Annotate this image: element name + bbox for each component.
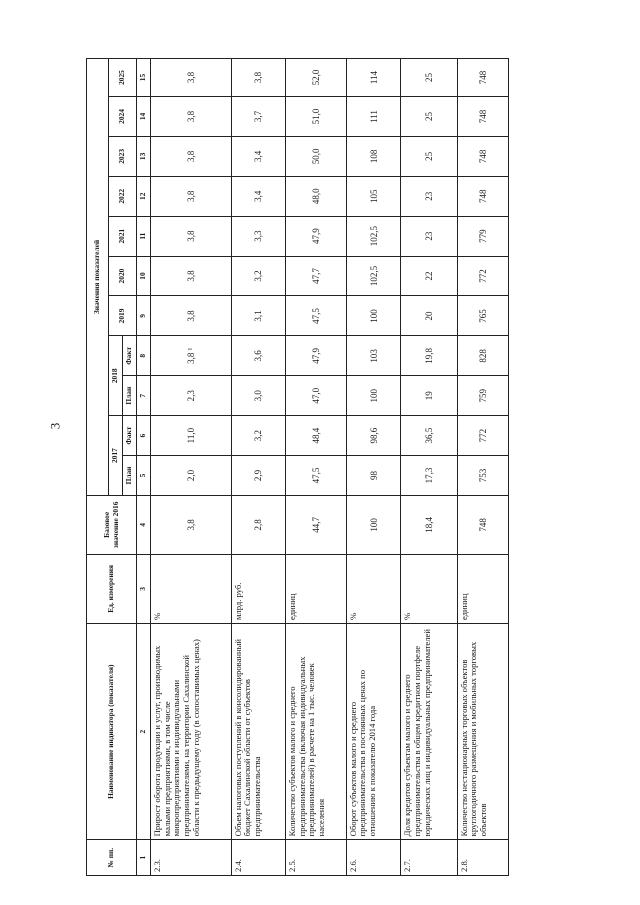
value-cell: 105	[346, 176, 400, 216]
value-cell: 765	[457, 296, 508, 336]
table-row	[285, 59, 346, 876]
table-row	[457, 59, 508, 876]
header-unit: Ед. измерения	[87, 554, 137, 623]
indicator-name: Оборот субъектов малого и среднего предпринимательства в постоянных ценах по отношению к показателю 2014 года	[346, 624, 400, 840]
header-2024: 2024	[109, 97, 137, 137]
value-cell: 98,6	[346, 416, 400, 456]
column-index: 5	[137, 456, 151, 496]
value-cell: 828	[457, 336, 508, 376]
value-cell: 25	[401, 59, 458, 97]
value-cell: 52,0	[285, 59, 346, 97]
column-index: 6	[137, 416, 151, 456]
value-cell: 3,0	[231, 376, 285, 416]
value-cell: 3,4	[231, 136, 285, 176]
value-cell: 3,7	[231, 97, 285, 137]
value-cell: 748	[457, 176, 508, 216]
header-2025: 2025	[109, 59, 137, 97]
indicator-name: Объем налоговых поступлений в консолидированный бюджет Сахалинской области от субъектов предпринимательства	[231, 624, 285, 840]
header-2020: 2020	[109, 256, 137, 296]
value-cell: 3,2	[231, 256, 285, 296]
table-row	[231, 59, 285, 876]
value-cell: 3,6	[231, 336, 285, 376]
page-number: 3	[47, 422, 63, 430]
value-cell: 3,8	[151, 176, 232, 216]
value-cell: 3,3	[231, 216, 285, 256]
header-2023: 2023	[109, 136, 137, 176]
value-cell: 3,8	[151, 495, 232, 554]
value-cell: 114	[346, 59, 400, 97]
value-cell: 3,4	[231, 176, 285, 216]
indicators-table	[86, 58, 509, 876]
header-2021: 2021	[109, 216, 137, 256]
indicator-name: Количество субъектов малого и среднего предпринимательства (включая индивидуальных предпринимателей) в расчете на 1 тыс. человек населения	[285, 624, 346, 840]
value-cell: 3,8	[231, 59, 285, 97]
value-cell: 47,7	[285, 256, 346, 296]
row-number: 2.8.	[457, 840, 508, 876]
unit-cell: единиц	[285, 554, 346, 623]
value-cell: 2,0	[151, 456, 232, 496]
value-cell: 748	[457, 97, 508, 137]
indicators-table-rotated	[86, 58, 509, 876]
indicator-name: Количество нестационарных торговых объектов круглогодичного размещения и мобильных торговых объектов	[457, 624, 508, 840]
column-index-row	[137, 59, 151, 876]
value-cell: 3,2	[231, 416, 285, 456]
column-index: 2	[137, 624, 151, 840]
value-cell: 36,5	[401, 416, 458, 456]
value-cell: 47,5	[285, 296, 346, 336]
value-cell: 102,5	[346, 256, 400, 296]
value-cell: 100	[346, 495, 400, 554]
row-number: 2.5.	[285, 840, 346, 876]
value-cell: 108	[346, 136, 400, 176]
column-index: 7	[137, 376, 151, 416]
column-index: 11	[137, 216, 151, 256]
row-number: 2.6.	[346, 840, 400, 876]
value-cell: 3,8	[151, 136, 232, 176]
value-cell: 51,0	[285, 97, 346, 137]
value-cell: 48,0	[285, 176, 346, 216]
table-row	[151, 59, 232, 876]
value-cell: 3,8 ¹	[151, 336, 232, 376]
value-cell: 2,9	[231, 456, 285, 496]
column-index: 8	[137, 336, 151, 376]
value-cell: 47,9	[285, 336, 346, 376]
header-base: Базовое значение 2016	[87, 495, 137, 554]
value-cell: 23	[401, 176, 458, 216]
value-cell: 25	[401, 97, 458, 137]
value-cell: 753	[457, 456, 508, 496]
unit-cell: %	[151, 554, 232, 623]
value-cell: 47,0	[285, 376, 346, 416]
header-2017: 2017	[109, 416, 123, 496]
unit-cell: млрд. руб.	[231, 554, 285, 623]
value-cell: 25	[401, 136, 458, 176]
unit-cell: %	[346, 554, 400, 623]
column-index: 15	[137, 59, 151, 97]
value-cell: 3,1	[231, 296, 285, 336]
value-cell: 111	[346, 97, 400, 137]
header-2022: 2022	[109, 176, 137, 216]
value-cell: 748	[457, 495, 508, 554]
header-2018-plan: План	[123, 376, 137, 416]
column-index: 13	[137, 136, 151, 176]
column-index: 10	[137, 256, 151, 296]
value-cell: 2,3	[151, 376, 232, 416]
header-2019: 2019	[109, 296, 137, 336]
value-cell: 47,9	[285, 216, 346, 256]
table-row	[401, 59, 458, 876]
row-number: 2.4.	[231, 840, 285, 876]
unit-cell: %	[401, 554, 458, 623]
value-cell: 3,8	[151, 216, 232, 256]
value-cell: 22	[401, 256, 458, 296]
value-cell: 23	[401, 216, 458, 256]
header-name: Наименование индикатора (показателя)	[87, 624, 137, 840]
column-index: 4	[137, 495, 151, 554]
header-2018-fact: Факт	[123, 336, 137, 376]
value-cell: 759	[457, 376, 508, 416]
column-index: 12	[137, 176, 151, 216]
row-number: 2.7.	[401, 840, 458, 876]
value-cell: 44,7	[285, 495, 346, 554]
indicator-name: Доля кредитов субъектам малого и среднего предпринимательства в общем кредитном портфеле юридических лиц и индивидуальных предпринимателей	[401, 624, 458, 840]
table-row	[346, 59, 400, 876]
value-cell: 100	[346, 296, 400, 336]
value-cell: 772	[457, 256, 508, 296]
header-2017-fact: Факт	[123, 416, 137, 456]
value-cell: 48,4	[285, 416, 346, 456]
value-cell: 772	[457, 416, 508, 456]
column-index: 14	[137, 97, 151, 137]
value-cell: 11,0	[151, 416, 232, 456]
header-2017-plan: План	[123, 456, 137, 496]
value-cell: 748	[457, 59, 508, 97]
value-cell: 2,8	[231, 495, 285, 554]
header-2018: 2018	[109, 336, 123, 416]
value-cell: 50,0	[285, 136, 346, 176]
header-no: № пп.	[87, 840, 137, 876]
value-cell: 3,8	[151, 296, 232, 336]
value-cell: 102,5	[346, 216, 400, 256]
column-index: 9	[137, 296, 151, 336]
value-cell: 779	[457, 216, 508, 256]
value-cell: 18,4	[401, 495, 458, 554]
value-cell: 100	[346, 376, 400, 416]
value-cell: 20	[401, 296, 458, 336]
header-values: Значения показателей	[87, 59, 109, 496]
column-index: 1	[137, 840, 151, 876]
unit-cell: единиц	[457, 554, 508, 623]
column-index: 3	[137, 554, 151, 623]
value-cell: 3,8	[151, 59, 232, 97]
value-cell: 19,8	[401, 336, 458, 376]
row-number: 2.3.	[151, 840, 232, 876]
value-cell: 3,8	[151, 97, 232, 137]
value-cell: 47,5	[285, 456, 346, 496]
value-cell: 103	[346, 336, 400, 376]
value-cell: 17,3	[401, 456, 458, 496]
indicator-name: Прирост оборота продукции и услуг, производимых малыми предприятиями, в том числе микропредприятиями и индивидуальными предпринимателями, на территории Сахалинской области к предыдущему году (в сопоставимых ценах)	[151, 624, 232, 840]
value-cell: 98	[346, 456, 400, 496]
value-cell: 19	[401, 376, 458, 416]
value-cell: 3,8	[151, 256, 232, 296]
value-cell: 748	[457, 136, 508, 176]
